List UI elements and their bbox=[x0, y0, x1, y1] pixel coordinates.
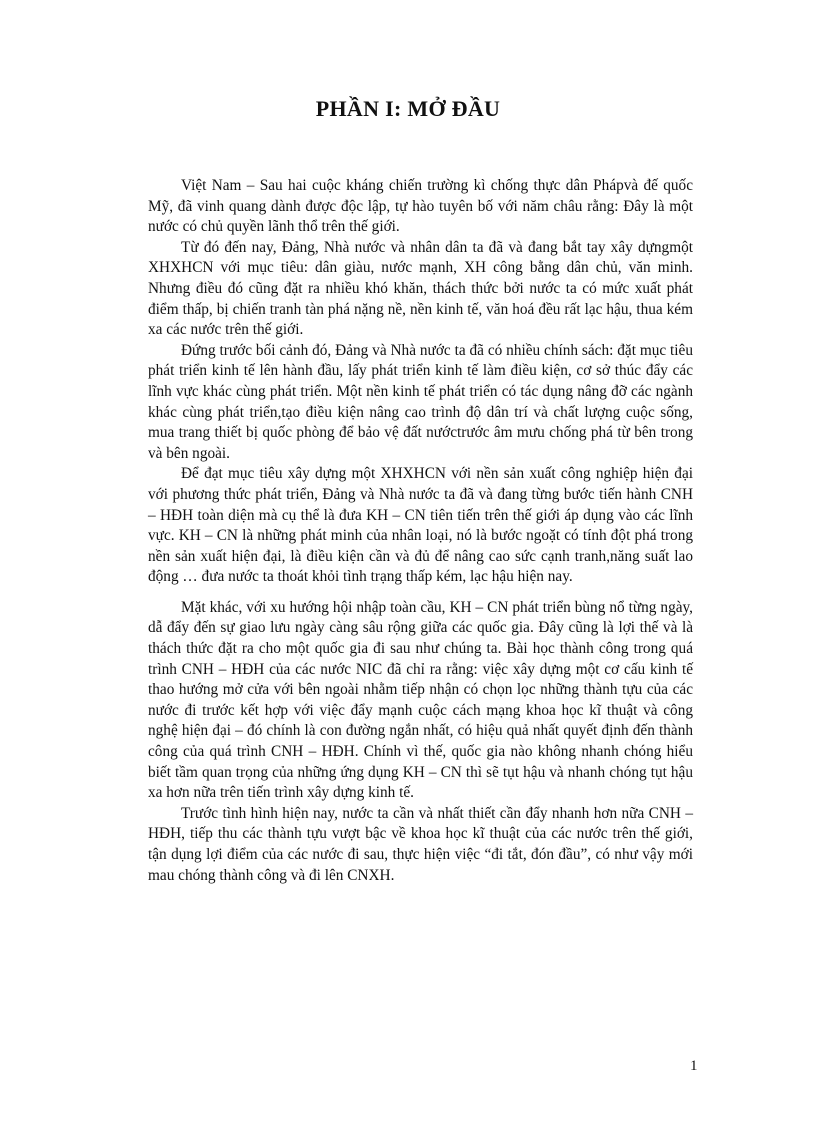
paragraph-industrialization: Để đạt mục tiêu xây dựng một XHXHCN với nền sản xuất công nghiệp hiện đại với phương thức phát triển, Đảng và Nhà nước ta đã và đang từng bước tiến hành CNH – HĐH toàn diện mà cụ thể là đưa KH – CN tiên tiến trên thế giới áp dụng vào các lĩnh vực. KH – CN là những phát minh của nhân loại, nó là bước ngoặt có tính đột phá trong nền sản xuất hiện đại, là điều kiện cần và đủ để nâng cao sức cạnh tranh,năng suất lao động … đưa nước ta thoát khỏi tình trạng thấp kém, lạc hậu hiện nay. bbox=[148, 465, 693, 586]
paragraph-goals: Từ đó đến nay, Đảng, Nhà nước và nhân dân ta đã và đang bắt tay xây dựngmột XHXHCN với mục tiêu: dân giàu, nước mạnh, XH công bằng dân chủ, văn minh. Nhưng điều đó cũng đặt ra nhiều khó khăn, thách thức bởi nước ta có mức xuất phát điểm thấp, bị chiến tranh tàn phá nặng nề, nền kinh tế, văn hoá đều rất lạc hậu, thua kém xa các nước trên thế giới. bbox=[148, 238, 693, 339]
paragraph-conclusion: Trước tình hình hiện nay, nước ta cần và nhất thiết cần đẩy nhanh hơn nữa CNH – HĐH, tiếp thu các thành tựu vượt bậc về khoa học kĩ thuật của các nước trên thế giới, tận dụng lợi điểm của các nước đi sau, thực hiện việc “đi tắt, đón đầu”, có như vậy mới mau chóng thành công và đi lên CNXH. bbox=[148, 804, 693, 884]
paragraph-policies: Đứng trước bối cảnh đó, Đảng và Nhà nước ta đã có nhiều chính sách: đặt mục tiêu phát triển kinh tế lên hành đầu, lấy phát triển kinh tế làm điều kiện, cơ sở thúc đẩy các lĩnh vực khác cùng phát triển. Một nền kinh tế phát triển có tác dụng nâng đỡ các ngành khác cùng phát triển,tạo điều kiện nâng cao trình độ dân trí và chất lượng cuộc sống, mua trang thiết bị quốc phòng để bảo vệ đất nướctrước âm mưu chống phá từ bên trong và bên ngoài. bbox=[148, 341, 693, 462]
page-title: PHẦN I: MỞ ĐẦU bbox=[315, 96, 501, 121]
paragraph-globalization: Mặt khác, với xu hướng hội nhập toàn cầu, KH – CN phát triển bùng nổ từng ngày, dẫ đẩy đến sự giao lưu ngày càng sâu rộng giữa các quốc gia. Đây cũng là lợi thế và là thách thức đặt ra cho một quốc gia đi sau như chúng ta. Bài học thành công trong quá trình CNH – HĐH của các nước NIC đã chỉ ra rằng: việc xây dựng một cơ cấu kinh tế thao hướng mở cửa với bên ngoài nhằm tiếp nhận có chọn lọc những thành tựu của các nước đi trước kết hợp với việc đẩy mạnh cuộc cách mạng khoa học kĩ thuật và công nghệ hiện đại – đó chính là con đường ngắn nhất, có hiệu quả nhất quyết định đến thành công của quá trình CNH – HĐH. Chính vì thế, quốc gia nào không nhanh chóng hiểu biết tầm quan trọng của những ứng dụng KH – CN thì sẽ tụt hậu và nhanh chóng tụt hậu xa hơn nữa trên tiến trình xây dựng kinh tế. bbox=[148, 598, 693, 802]
page-number: 1 bbox=[690, 1058, 698, 1074]
paragraph-intro: Việt Nam – Sau hai cuộc kháng chiến trường kì chống thực dân Phápvà đế quốc Mỹ, đã vinh quang dành được độc lập, tự hào tuyên bố với năm châu rằng: Đây là một nước có chủ quyền lãnh thổ trên thế giới. bbox=[148, 177, 693, 236]
body-text bbox=[148, 176, 693, 886]
